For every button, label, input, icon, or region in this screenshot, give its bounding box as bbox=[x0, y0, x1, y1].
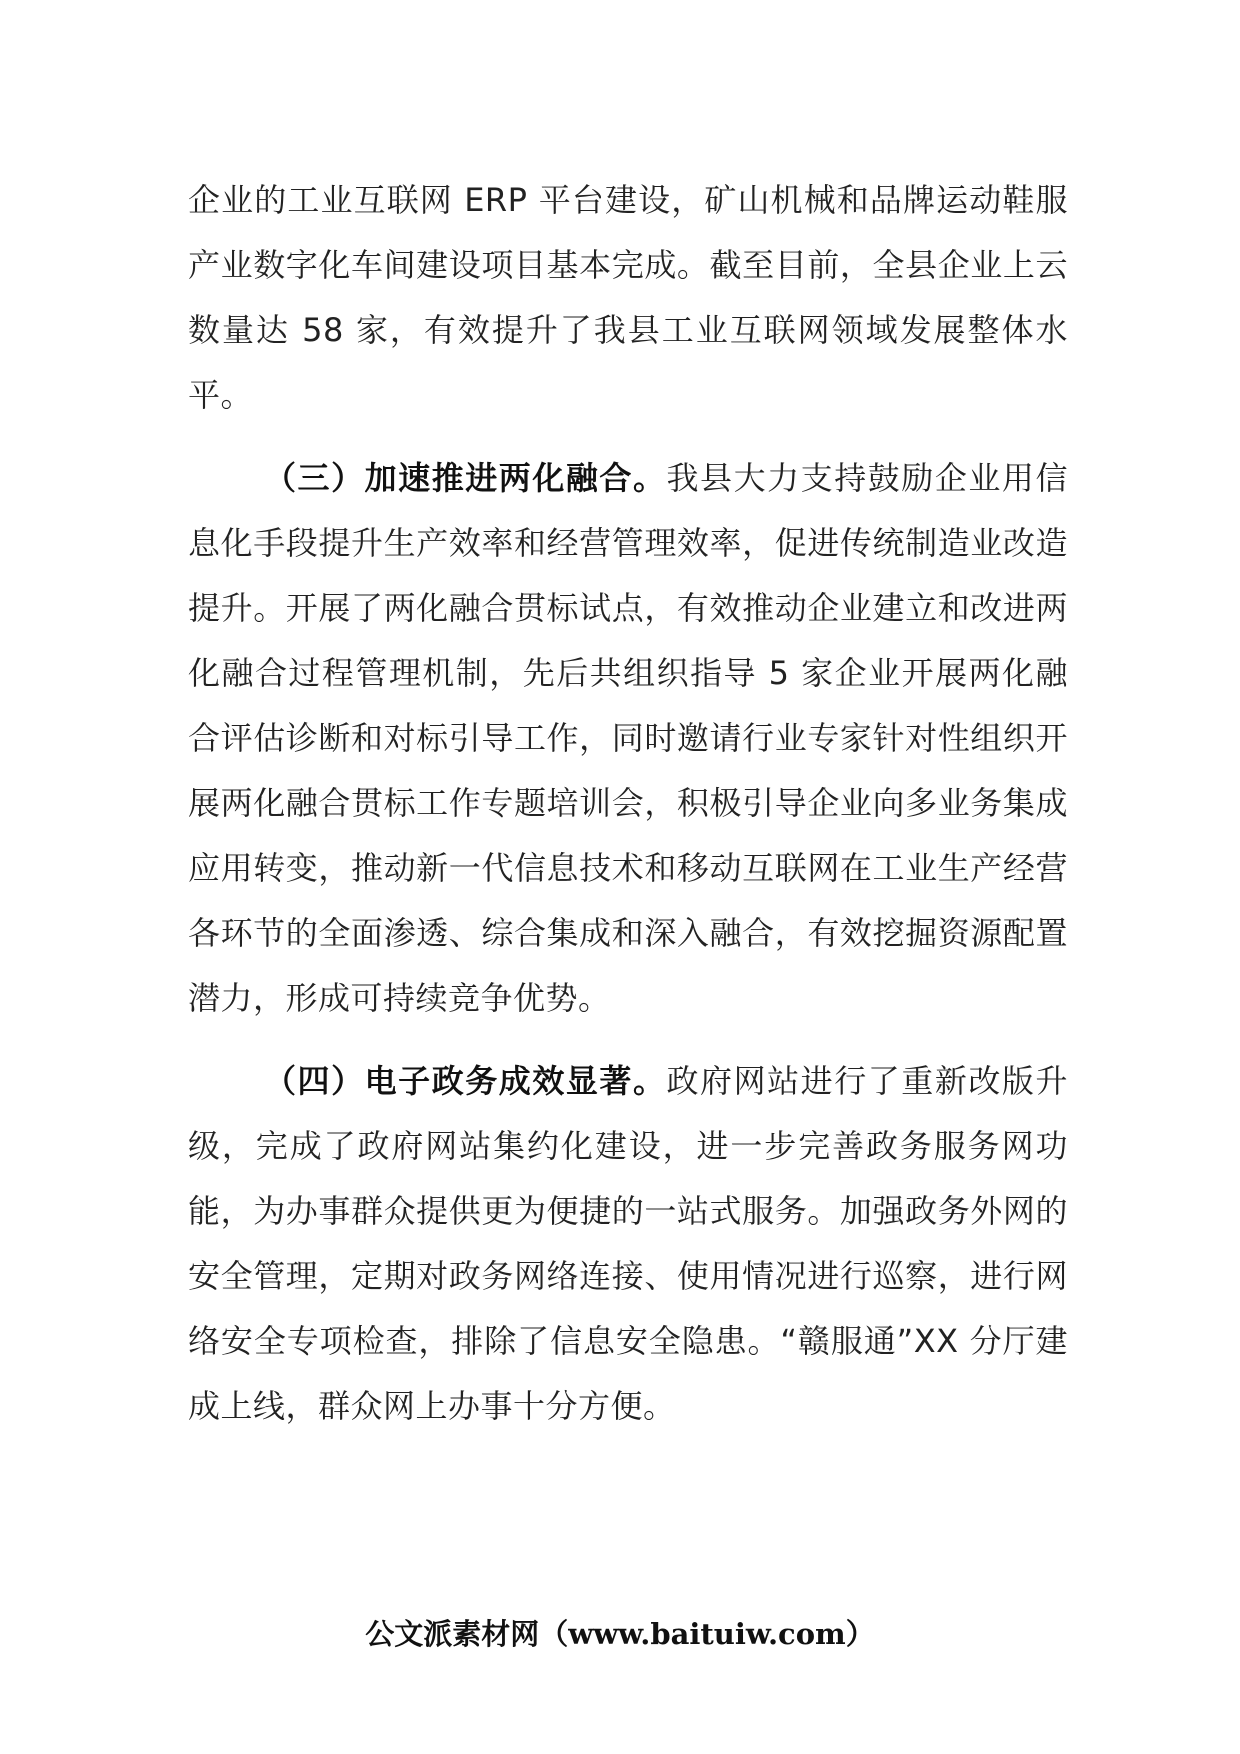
paragraph-section-4 bbox=[188, 1049, 1068, 1439]
paragraph-text: 政府网站进行了重新改版升级，完成了政府网站集约化建设，进一步完善政务服务网功能，为办事群众提供更为便捷的一站式服务。加强政务外网的安全管理，定期对政务网络连接、使用情况进行巡察，进行网络安全专项检查，排除了信息安全隐患。“赣服通”XX 分厅建成上线，群众网上办事十分方便。 bbox=[188, 1062, 1068, 1425]
paragraph-text: 我县大力支持鼓励企业用信息化手段提升生产效率和经营管理效率，促进传统制造业改造提升。开展了两化融合贯标试点，有效推动企业建立和改进两化融合过程管理机制，先后共组织指导 5 家企业开展两化融合评估诊断和对标引导工作，同时邀请行业专家针对性组织开展两化融合贯标工作专题培训会，积极引导企业向多业务集成应用转变，推动新一代信息技术和移动互联网在工业生产经营各环节的全面渗透、综合集成和深入融合，有效挖掘资源配置潜力，形成可持续竞争优势。 bbox=[188, 459, 1068, 1017]
footer-watermark: 公文派素材网（www.baituiw.com） bbox=[365, 1617, 875, 1651]
paragraph-section-3 bbox=[188, 446, 1068, 1031]
paragraph-continuation bbox=[188, 168, 1068, 428]
section-heading: （三）加速推进两化融合。 bbox=[264, 459, 667, 497]
section-heading: （四）电子政务成效显著。 bbox=[264, 1062, 667, 1100]
paragraph-text: 企业的工业互联网 ERP 平台建设，矿山机械和品牌运动鞋服产业数字化车间建设项目基本完成。截至目前，全县企业上云数量达 58 家，有效提升了我县工业互联网领域发展整体水平。 bbox=[188, 181, 1068, 414]
document-body bbox=[188, 168, 1068, 1439]
